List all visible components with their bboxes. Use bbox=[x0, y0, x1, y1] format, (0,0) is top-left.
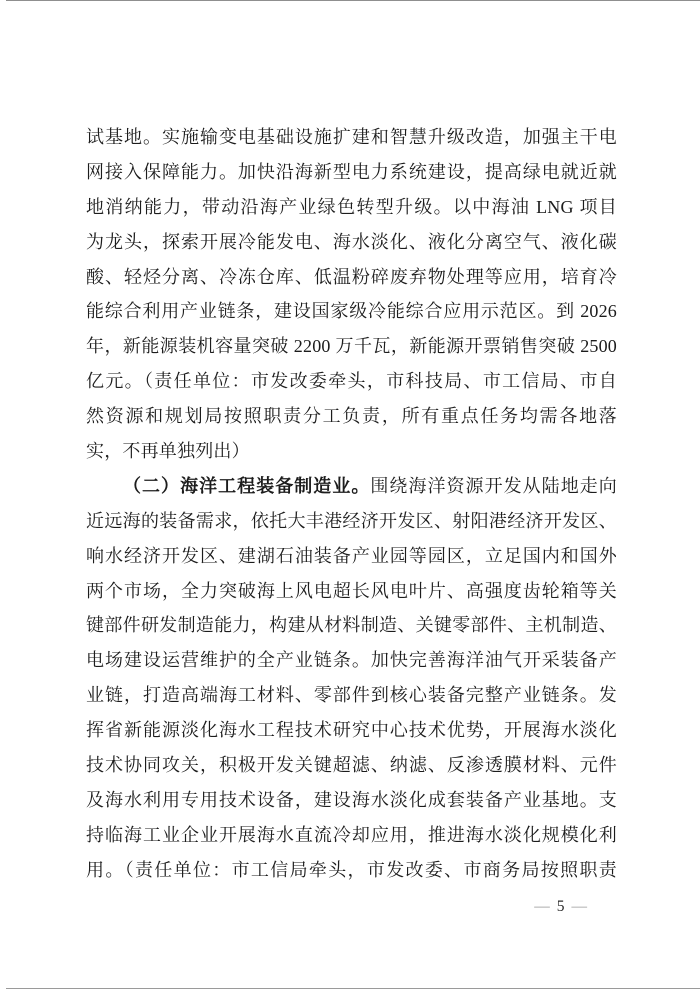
text-line: 挥省新能源淡化海水工程技术研究中心技术优势，开展海水淡化 bbox=[86, 720, 617, 741]
text-line: 亿元。（责任单位：市发改委牵头，市科技局、市工信局、市自 bbox=[86, 371, 617, 392]
page-number: 5 bbox=[556, 898, 565, 915]
text-line: 然资源和规划局按照职责分工负责，所有重点任务均需各地落 bbox=[86, 406, 617, 427]
text-line: 业链，打造高端海工材料、零部件到核心装备完整产业链条。发 bbox=[86, 685, 617, 706]
text-run: 围绕海洋资源开发从陆地走向 bbox=[370, 475, 617, 496]
text-line: 年，新能源装机容量突破 2200 万千瓦，新能源开票销售突破 2500 bbox=[86, 336, 617, 357]
text-line: 及海水利用专用技术设备，建设海水淡化成套装备产业基地。支 bbox=[86, 789, 617, 810]
text-line bbox=[86, 469, 617, 504]
text-line: 地消纳能力，带动沿海产业绿色转型升级。以中海油 LNG 项目 bbox=[86, 196, 617, 217]
text-line: 用。（责任单位：市工信局牵头，市发改委、市商务局按照职责 bbox=[86, 859, 617, 880]
text-line: 酸、轻烃分离、冷冻仓库、低温粉碎废弃物处理等应用，培育冷 bbox=[86, 266, 617, 287]
text-line: 技术协同攻关，积极开发关键超滤、纳滤、反渗透膜材料、元件 bbox=[86, 755, 617, 776]
page-number-dash-left: — bbox=[534, 898, 550, 915]
text-line: 为龙头，探索开展冷能发电、海水淡化、液化分离空气、液化碳 bbox=[86, 231, 617, 252]
paragraph-marine-equipment bbox=[86, 469, 617, 888]
text-line: 试基地。实施输变电基础设施扩建和智慧升级改造，加强主干电 bbox=[86, 127, 617, 147]
scan-edge-bottom bbox=[6, 988, 700, 989]
text-line: 实，不再单独列出） bbox=[86, 441, 250, 462]
text-line: 网接入保障能力。加快沿海新型电力系统建设，提高绿电就近就 bbox=[86, 161, 617, 182]
document-body bbox=[86, 120, 617, 888]
scan-edge-top bbox=[6, 0, 700, 1]
paragraph-energy-continuation bbox=[86, 120, 617, 469]
page-footer bbox=[534, 898, 587, 916]
section-heading: （二）海洋工程装备制造业。 bbox=[123, 475, 371, 496]
text-line: 响水经济开发区、建湖石油装备产业园等园区，立足国内和国外 bbox=[86, 545, 617, 566]
text-line: 两个市场，全力突破海上风电超长风电叶片、高强度齿轮箱等关 bbox=[86, 580, 617, 601]
text-line: 近远海的装备需求，依托大丰港经济开发区、射阳港经济开发区、 bbox=[86, 510, 617, 531]
text-line: 键部件研发制造能力，构建从材料制造、关键零部件、主机制造、 bbox=[86, 615, 617, 636]
page-number-dash-right: — bbox=[571, 898, 587, 915]
text-line: 持临海工业企业开展海水直流冷却应用，推进海水淡化规模化利 bbox=[86, 824, 617, 845]
text-line: 能综合利用产业链条，建设国家级冷能综合应用示范区。到 2026 bbox=[86, 301, 617, 322]
text-line: 电场建设运营维护的全产业链条。加快完善海洋油气开采装备产 bbox=[86, 650, 617, 671]
